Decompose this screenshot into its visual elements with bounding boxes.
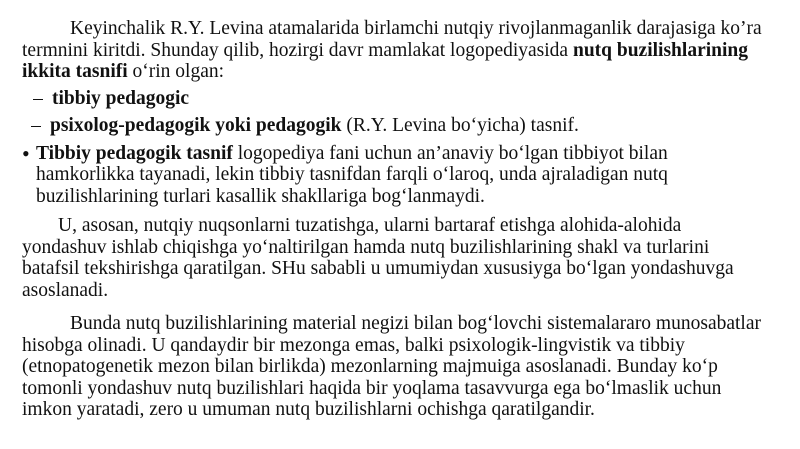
intro-text-part1: Keyinchalik R.Y. Levina atamalarida birlamchi nutqiy rivojlanmaganlik darajasiga ko’ra termnini kiritdi. Shunday qilib, hozirgi davr mamlakat logopediyasida: [22, 18, 762, 61]
dash-item-bold: tibbiy pedagogic: [52, 87, 190, 109]
intro-bold-term: nutq buzilishlarining ikkita tasnifi: [22, 39, 749, 82]
paragraph-2: U, asosan, nutqiy nuqsonlarni tuzatishga, ularni bartaraf etishga alohida-alohida yondashuv ishlab chiqishga yo‘naltirilgan hamda nutq buzilishlarining shakl va turlarini batafsil tekshirishga qaratilgan. SHu sababli u umumiydan xususiyga bo‘lgan yondashuvga asoslanadi.: [22, 215, 734, 301]
dash-item-bold: psixolog-pedagogik yoki pedagogik: [50, 115, 342, 136]
bullet-marker: •: [22, 140, 30, 166]
paragraph-3: Bunda nutq buzilishlarining material negizi bilan bog‘lovchi sistemalararo munosabatlar hisobga olinadi. U qandaydir bir mezonga emas, balki psixologik-lingvistik va tibbiy (etnopatogenetik mezon bilan birlikda) mezonlarning majmuiga asoslanadi. Bunday ko‘p tomonli yondashuv nutq buzilishlari haqida bir yoqlama tasavvurga ega bo‘lmaslik uchun imkon yaratadi, zero u umuman nutq buzilishlarni ochishga qaratilgandir.: [22, 313, 761, 420]
bullet-bold: Tibbiy pedagogik tasnif: [36, 142, 233, 164]
dash-marker: –: [31, 115, 41, 136]
bullet-rest: logopediya fani uchun an’anaviy bo‘lgan tibbiyot bilan hamkorlikka tayanadi, lekin tibbiy tasnifdan farqli o‘laroq, unda ajraladigan nutq buzilishlarining turlari kasallik shakllariga bog‘lanmaydi.: [36, 142, 668, 207]
bullet-item-medical-pedagogical: [22, 140, 770, 208]
dash-item-rest: (R.Y. Levina bo‘yicha) tasnif.: [341, 115, 579, 136]
dash-item-psychological: [22, 115, 770, 137]
intro-paragraph: [22, 18, 770, 83]
dash-item-medical: [22, 88, 770, 110]
intro-text-part2: o‘rin olgan:: [127, 61, 225, 82]
dash-marker: –: [33, 87, 43, 109]
